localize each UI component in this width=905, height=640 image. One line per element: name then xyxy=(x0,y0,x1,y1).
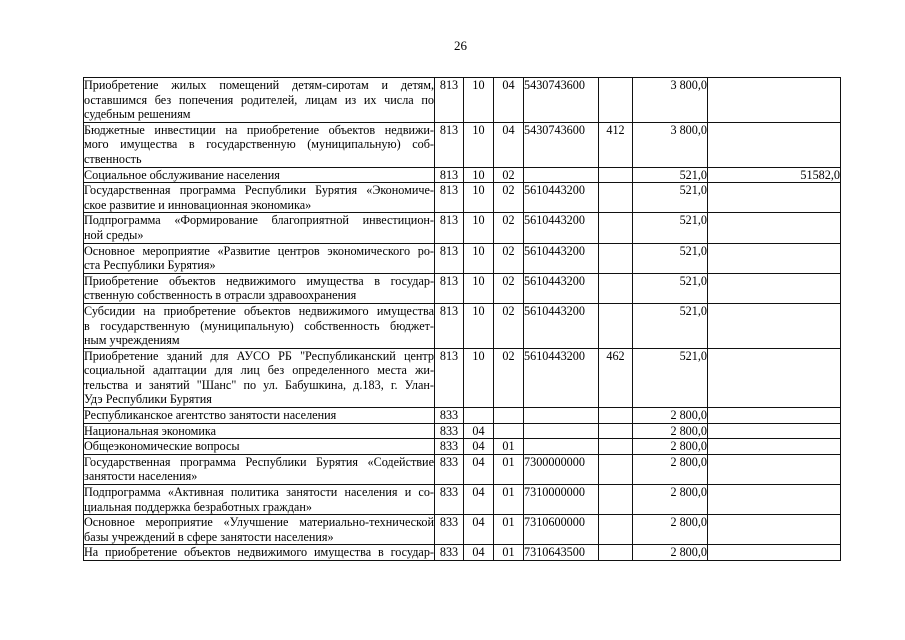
item-name-line: ной среды» xyxy=(84,227,144,242)
table-row xyxy=(84,348,841,407)
item-name-cell xyxy=(84,122,435,167)
subsection-cell: 02 xyxy=(494,183,524,213)
item-name-line: Социальное обслуживание населения xyxy=(84,167,280,182)
item-name-cell xyxy=(84,303,435,348)
expense-type-cell xyxy=(599,454,633,484)
target-article-cell xyxy=(524,423,599,439)
amount-cell: 2 800,0 xyxy=(633,439,708,455)
item-name-line: мого имущества в государственную (муниципальную) соб- xyxy=(84,137,434,152)
target-article-cell: 5610443200 xyxy=(524,183,599,213)
table-row xyxy=(84,439,841,455)
item-name-line: ста Республики Бурятия» xyxy=(84,258,216,273)
item-name-line: Республиканское агентство занятости населения xyxy=(84,408,337,423)
expense-type-cell xyxy=(599,439,633,455)
dept-code-cell: 813 xyxy=(435,183,464,213)
section-cell: 10 xyxy=(464,273,494,303)
budget-table-body xyxy=(84,78,841,561)
dept-code-cell: 813 xyxy=(435,273,464,303)
budget-table xyxy=(83,77,841,561)
dept-code-cell: 833 xyxy=(435,545,464,561)
table-row xyxy=(84,454,841,484)
item-name-line: Основное мероприятие «Развитие центров экономического ро- xyxy=(84,243,434,258)
target-article-cell: 5430743600 xyxy=(524,78,599,123)
amount-cell: 2 800,0 xyxy=(633,454,708,484)
target-article-cell: 5610443200 xyxy=(524,273,599,303)
amount-extra-cell: 51582,0 xyxy=(708,167,841,183)
dept-code-cell: 833 xyxy=(435,439,464,455)
amount-cell: 521,0 xyxy=(633,348,708,407)
target-article-cell: 7300000000 xyxy=(524,454,599,484)
item-name-cell xyxy=(84,78,435,123)
subsection-cell: 02 xyxy=(494,303,524,348)
table-row xyxy=(84,408,841,424)
subsection-cell xyxy=(494,408,524,424)
expense-type-cell xyxy=(599,183,633,213)
item-name-line: Общеэкономические вопросы xyxy=(84,439,240,454)
section-cell: 04 xyxy=(464,454,494,484)
amount-extra-cell xyxy=(708,273,841,303)
expense-type-cell xyxy=(599,243,633,273)
amount-cell: 521,0 xyxy=(633,303,708,348)
item-name-cell xyxy=(84,454,435,484)
amount-extra-cell xyxy=(708,515,841,545)
item-name-line: судебным решениям xyxy=(84,107,191,122)
item-name-line: Национальная экономика xyxy=(84,423,217,438)
subsection-cell: 02 xyxy=(494,273,524,303)
item-name-cell xyxy=(84,515,435,545)
table-row xyxy=(84,485,841,515)
amount-extra-cell xyxy=(708,454,841,484)
page-number: 26 xyxy=(454,38,467,53)
item-name-cell xyxy=(84,213,435,243)
item-name-line: Бюджетные инвестиции на приобретение объектов недвижи- xyxy=(84,122,434,137)
amount-cell: 3 800,0 xyxy=(633,122,708,167)
expense-type-cell xyxy=(599,78,633,123)
section-cell: 10 xyxy=(464,213,494,243)
item-name-line: На приобретение объектов недвижимого имущества в государ- xyxy=(84,545,434,560)
item-name-cell xyxy=(84,183,435,213)
item-name-line: базы учреждений в сфере занятости населения» xyxy=(84,529,334,544)
table-row xyxy=(84,167,841,183)
item-name-line: тельства и занятий "Шанс" по ул. Бабушкина, д.183, г. Улан- xyxy=(84,377,434,392)
dept-code-cell: 813 xyxy=(435,78,464,123)
subsection-cell: 01 xyxy=(494,545,524,561)
target-article-cell xyxy=(524,408,599,424)
section-cell: 04 xyxy=(464,515,494,545)
table-row xyxy=(84,183,841,213)
item-name-cell xyxy=(84,167,435,183)
amount-cell: 521,0 xyxy=(633,273,708,303)
target-article-cell: 7310600000 xyxy=(524,515,599,545)
amount-cell: 521,0 xyxy=(633,213,708,243)
dept-code-cell: 833 xyxy=(435,408,464,424)
amount-cell: 3 800,0 xyxy=(633,78,708,123)
dept-code-cell: 813 xyxy=(435,348,464,407)
amount-extra-cell xyxy=(708,303,841,348)
subsection-cell: 01 xyxy=(494,454,524,484)
expense-type-cell xyxy=(599,423,633,439)
amount-extra-cell xyxy=(708,485,841,515)
table-row xyxy=(84,213,841,243)
item-name-cell xyxy=(84,439,435,455)
section-cell: 10 xyxy=(464,348,494,407)
item-name-line: социальной адаптации для лиц без определенного места жи- xyxy=(84,363,434,378)
dept-code-cell: 813 xyxy=(435,243,464,273)
target-article-cell: 7310000000 xyxy=(524,485,599,515)
subsection-cell: 04 xyxy=(494,78,524,123)
section-cell: 10 xyxy=(464,122,494,167)
item-name-cell xyxy=(84,423,435,439)
item-name-line: циальная поддержка безработных граждан» xyxy=(84,499,312,514)
amount-cell: 2 800,0 xyxy=(633,485,708,515)
item-name-cell xyxy=(84,348,435,407)
table-row xyxy=(84,545,841,561)
subsection-cell: 01 xyxy=(494,439,524,455)
item-name-cell xyxy=(84,485,435,515)
item-name-line: Подпрограмма «Активная политика занятости населения и со- xyxy=(84,485,434,500)
section-cell: 04 xyxy=(464,545,494,561)
dept-code-cell: 833 xyxy=(435,515,464,545)
section-cell: 10 xyxy=(464,183,494,213)
target-article-cell: 5610443200 xyxy=(524,213,599,243)
amount-extra-cell xyxy=(708,213,841,243)
section-cell xyxy=(464,408,494,424)
target-article-cell: 5610443200 xyxy=(524,303,599,348)
amount-extra-cell xyxy=(708,78,841,123)
amount-cell: 2 800,0 xyxy=(633,408,708,424)
item-name-line: ское развитие и инновационная экономика» xyxy=(84,197,312,212)
subsection-cell: 04 xyxy=(494,122,524,167)
subsection-cell: 01 xyxy=(494,485,524,515)
expense-type-cell xyxy=(599,515,633,545)
item-name-cell xyxy=(84,243,435,273)
amount-extra-cell xyxy=(708,408,841,424)
target-article-cell: 5610443200 xyxy=(524,243,599,273)
target-article-cell: 5610443200 xyxy=(524,348,599,407)
dept-code-cell: 813 xyxy=(435,303,464,348)
amount-cell: 2 800,0 xyxy=(633,515,708,545)
subsection-cell xyxy=(494,423,524,439)
amount-extra-cell xyxy=(708,243,841,273)
item-name-line: оставшимся без попечения родителей, лицам из их числа по xyxy=(84,92,434,107)
subsection-cell: 02 xyxy=(494,167,524,183)
table-row xyxy=(84,273,841,303)
item-name-line: ственность xyxy=(84,151,142,166)
item-name-line: Государственная программа Республики Бурятия «Содействие xyxy=(84,454,434,469)
item-name-line: ным учреждениям xyxy=(84,333,180,348)
dept-code-cell: 813 xyxy=(435,122,464,167)
item-name-cell xyxy=(84,273,435,303)
item-name-line: Приобретение жилых помещений детям-сиротам и детям, xyxy=(84,78,434,92)
section-cell: 04 xyxy=(464,485,494,515)
subsection-cell: 02 xyxy=(494,348,524,407)
amount-extra-cell xyxy=(708,348,841,407)
expense-type-cell xyxy=(599,213,633,243)
section-cell: 10 xyxy=(464,78,494,123)
item-name-line: Приобретение объектов недвижимого имущества в государ- xyxy=(84,273,434,288)
amount-extra-cell xyxy=(708,545,841,561)
subsection-cell: 02 xyxy=(494,213,524,243)
expense-type-cell: 412 xyxy=(599,122,633,167)
item-name-line: Субсидии на приобретение объектов недвижимого имущества xyxy=(84,303,434,318)
item-name-cell xyxy=(84,545,435,561)
expense-type-cell xyxy=(599,408,633,424)
section-cell: 10 xyxy=(464,243,494,273)
section-cell: 10 xyxy=(464,303,494,348)
item-name-line: в государственную (муниципальную) собственность бюджет- xyxy=(84,318,434,333)
amount-cell: 2 800,0 xyxy=(633,423,708,439)
expense-type-cell xyxy=(599,545,633,561)
expense-type-cell xyxy=(599,167,633,183)
expense-type-cell xyxy=(599,303,633,348)
subsection-cell: 02 xyxy=(494,243,524,273)
table-row xyxy=(84,78,841,123)
item-name-line: Удэ Республики Бурятия xyxy=(84,392,212,407)
expense-type-cell xyxy=(599,273,633,303)
section-cell: 04 xyxy=(464,423,494,439)
amount-extra-cell xyxy=(708,423,841,439)
item-name-cell xyxy=(84,408,435,424)
item-name-line: Подпрограмма «Формирование благоприятной инвестицион- xyxy=(84,213,434,228)
item-name-line: Государственная программа Республики Бурятия «Экономиче- xyxy=(84,183,434,198)
expense-type-cell: 462 xyxy=(599,348,633,407)
table-row xyxy=(84,515,841,545)
table-row xyxy=(84,122,841,167)
table-row xyxy=(84,303,841,348)
expense-type-cell xyxy=(599,485,633,515)
item-name-line: Основное мероприятие «Улучшение материально-технической xyxy=(84,515,434,530)
subsection-cell: 01 xyxy=(494,515,524,545)
amount-cell: 521,0 xyxy=(633,167,708,183)
amount-cell: 2 800,0 xyxy=(633,545,708,561)
target-article-cell: 5430743600 xyxy=(524,122,599,167)
target-article-cell xyxy=(524,439,599,455)
item-name-line: ственную собственность в отрасли здравоохранения xyxy=(84,288,357,303)
amount-extra-cell xyxy=(708,183,841,213)
section-cell: 10 xyxy=(464,167,494,183)
dept-code-cell: 833 xyxy=(435,423,464,439)
amount-cell: 521,0 xyxy=(633,183,708,213)
dept-code-cell: 813 xyxy=(435,213,464,243)
amount-extra-cell xyxy=(708,439,841,455)
table-row xyxy=(84,243,841,273)
dept-code-cell: 813 xyxy=(435,167,464,183)
target-article-cell: 7310643500 xyxy=(524,545,599,561)
amount-cell: 521,0 xyxy=(633,243,708,273)
section-cell: 04 xyxy=(464,439,494,455)
item-name-line: Приобретение зданий для АУСО РБ "Республиканский центр xyxy=(84,348,434,363)
table-row xyxy=(84,423,841,439)
target-article-cell xyxy=(524,167,599,183)
dept-code-cell: 833 xyxy=(435,454,464,484)
item-name-line: занятости населения» xyxy=(84,469,198,484)
amount-extra-cell xyxy=(708,122,841,167)
dept-code-cell: 833 xyxy=(435,485,464,515)
